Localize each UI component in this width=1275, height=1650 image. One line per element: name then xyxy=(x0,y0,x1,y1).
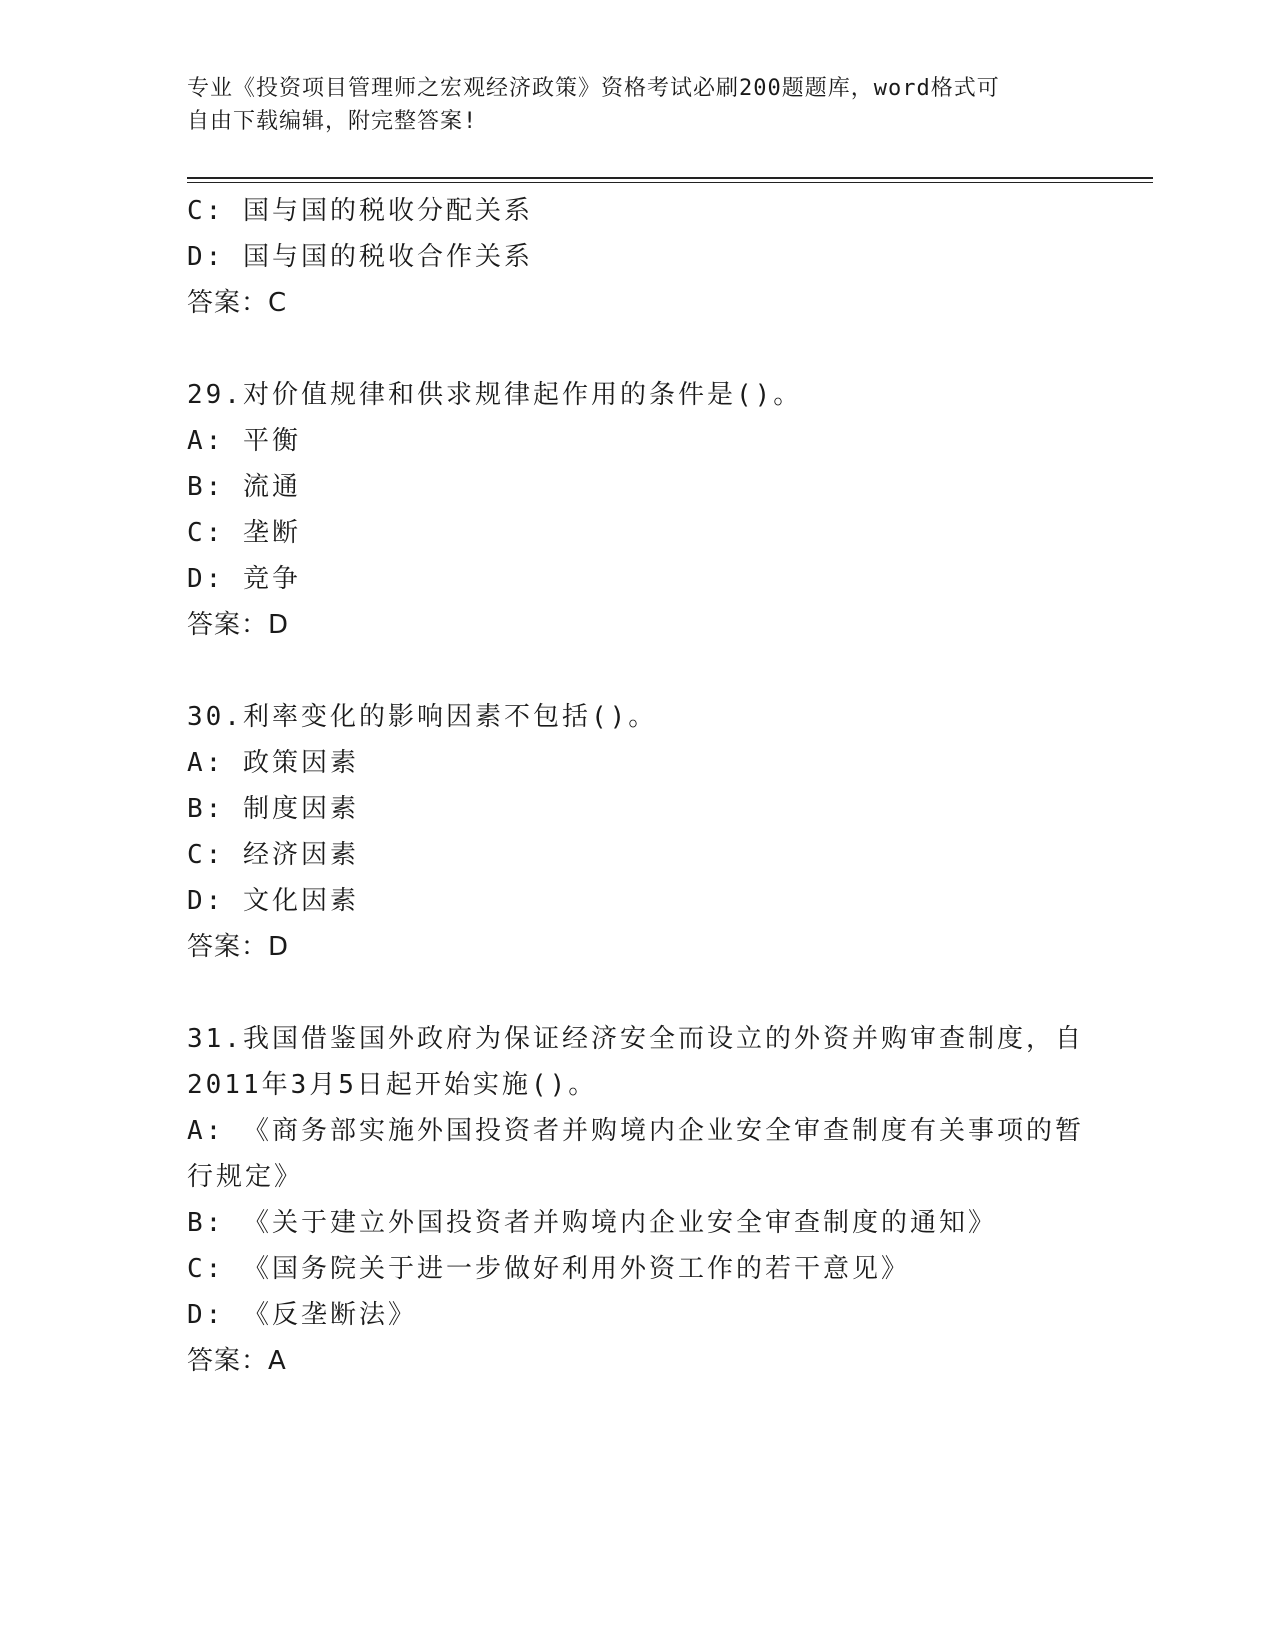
header-divider-thick xyxy=(187,177,1153,179)
option-d: D: 文化因素 xyxy=(187,886,359,916)
question-list xyxy=(187,188,1087,1384)
option-b: B: 制度因素 xyxy=(187,794,359,824)
answer: 答案：D xyxy=(187,932,290,962)
option-c: C: 《国务院关于进一步做好利用外资工作的若干意见》 xyxy=(187,1254,910,1284)
spacer xyxy=(187,648,1087,694)
question-text: 30.利率变化的影响因素不包括()。 xyxy=(187,702,658,732)
spacer xyxy=(187,326,1087,372)
answer: 答案：C xyxy=(187,288,288,318)
header-line-1: 专业《投资项目管理师之宏观经济政策》资格考试必刷200题题库，word格式可 xyxy=(187,76,1000,101)
question-text: 29.对价值规律和供求规律起作用的条件是()。 xyxy=(187,380,803,410)
question-31 xyxy=(187,1016,1087,1384)
spacer xyxy=(187,970,1087,1016)
option-a: A: 平衡 xyxy=(187,426,301,456)
question-text-line-1: 31.我国借鉴国外政府为保证经济安全而设立的外资并购审查制度，自 xyxy=(187,1024,1084,1054)
header-divider-thin xyxy=(187,182,1153,183)
answer: 答案：D xyxy=(187,610,290,640)
option-a-line-1: A: 《商务部实施外国投资者并购境内企业安全审查制度有关事项的暂 xyxy=(187,1116,1084,1146)
answer: 答案：A xyxy=(187,1346,287,1376)
question-28-tail xyxy=(187,188,1087,326)
question-29 xyxy=(187,372,1087,648)
question-text-line-2: 2011年3月5日起开始实施()。 xyxy=(187,1070,598,1100)
header-line-2: 自由下载编辑，附完整答案! xyxy=(187,109,478,134)
option-b: B: 流通 xyxy=(187,472,301,502)
option-d: D: 国与国的税收合作关系 xyxy=(187,242,533,272)
option-c: C: 垄断 xyxy=(187,518,301,548)
option-d: D: 《反垄断法》 xyxy=(187,1300,417,1330)
option-b: B: 《关于建立外国投资者并购境内企业安全审查制度的通知》 xyxy=(187,1208,997,1238)
option-a: A: 政策因素 xyxy=(187,748,359,778)
question-30 xyxy=(187,694,1087,970)
option-c: C: 国与国的税收分配关系 xyxy=(187,196,533,226)
option-d: D: 竞争 xyxy=(187,564,301,594)
option-a-line-2: 行规定》 xyxy=(187,1162,304,1192)
option-c: C: 经济因素 xyxy=(187,840,359,870)
document-header xyxy=(187,72,1087,138)
